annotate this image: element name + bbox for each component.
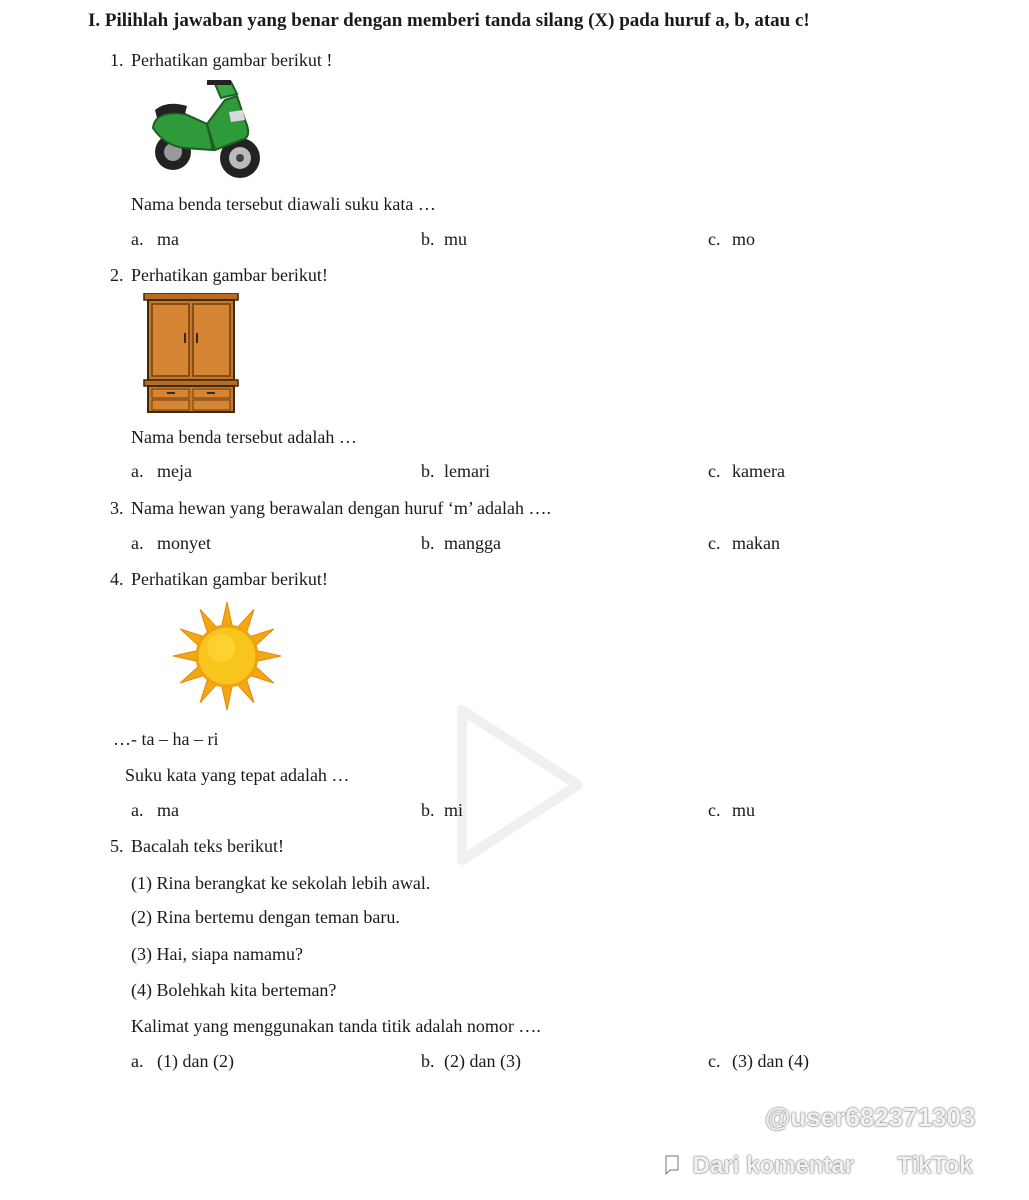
option-text[interactable]: mu	[444, 229, 468, 249]
sun-ray	[173, 651, 198, 662]
option-text[interactable]: mi	[444, 800, 464, 820]
option-text[interactable]: mu	[732, 800, 756, 820]
question-text: Suku kata yang tepat adalah …	[125, 765, 350, 785]
question-prompt: Perhatikan gambar berikut!	[131, 569, 328, 589]
option-text[interactable]: lemari	[444, 461, 490, 481]
option-letter[interactable]: c.	[708, 533, 721, 553]
option-letter[interactable]: a.	[131, 533, 144, 553]
question-text: Nama benda tersebut diawali suku kata …	[131, 194, 436, 214]
sun-ray	[222, 686, 233, 711]
question-prompt: Perhatikan gambar berikut !	[131, 50, 333, 70]
option-text[interactable]: ma	[157, 800, 179, 820]
sentence-2: (2) Rina bertemu dengan teman baru.	[131, 907, 400, 927]
play-icon[interactable]	[450, 700, 590, 870]
option-text[interactable]: ma	[157, 229, 179, 249]
option-letter[interactable]: c.	[708, 800, 721, 820]
sentence-4: (4) Bolehkah kita berteman?	[131, 980, 337, 1000]
question-number: 5.	[110, 836, 124, 856]
option-letter[interactable]: b.	[421, 800, 435, 820]
question-number: 2.	[110, 265, 124, 285]
sun-ray	[257, 651, 282, 662]
sentence-1: (1) Rina berangkat ke sekolah lebih awal.	[131, 873, 431, 893]
watermark-caption: Dari komentar	[692, 1152, 855, 1179]
question-prompt: Nama hewan yang berawalan dengan huruf ‘m’ adalah ….	[131, 498, 551, 518]
question-number: 1.	[110, 50, 124, 70]
option-text[interactable]: (1) dan (2)	[157, 1051, 234, 1071]
comment-icon	[664, 1154, 682, 1176]
sun-ray	[222, 602, 233, 627]
instruction-heading: I. Pilihlah jawaban yang benar dengan memberi tanda silang (X) pada huruf a, b, atau c!	[88, 10, 810, 31]
tiktok-logo-icon	[865, 1151, 887, 1177]
scooter-icon	[145, 80, 265, 182]
option-text[interactable]: makan	[732, 533, 780, 553]
question-number: 3.	[110, 498, 124, 518]
option-text[interactable]: (2) dan (3)	[444, 1051, 521, 1071]
question-text: Kalimat yang menggunakan tanda titik adalah nomor ….	[131, 1016, 541, 1036]
option-text[interactable]: kamera	[732, 461, 785, 481]
option-letter[interactable]: a.	[131, 229, 144, 249]
wardrobe-icon	[142, 293, 240, 415]
watermark-footer	[664, 1151, 973, 1185]
option-letter[interactable]: b.	[421, 1051, 435, 1071]
watermark-username: @user682371303	[765, 1102, 976, 1132]
option-letter[interactable]: b.	[421, 533, 435, 553]
question-text: Nama benda tersebut adalah …	[131, 427, 357, 447]
sentence-3: (3) Hai, siapa namamu?	[131, 944, 303, 964]
question-prompt: Bacalah teks berikut!	[131, 836, 284, 856]
option-text[interactable]: mo	[732, 229, 756, 249]
option-letter[interactable]: b.	[421, 229, 435, 249]
question-prompt: Perhatikan gambar berikut!	[131, 265, 328, 285]
option-letter[interactable]: b.	[421, 461, 435, 481]
option-text[interactable]: (3) dan (4)	[732, 1051, 809, 1071]
option-text[interactable]: meja	[157, 461, 192, 481]
option-letter[interactable]: a.	[131, 1051, 144, 1071]
syllable-puzzle: …- ta – ha – ri	[113, 729, 219, 749]
option-letter[interactable]: a.	[131, 800, 144, 820]
question-number: 4.	[110, 569, 124, 589]
option-letter[interactable]: c.	[708, 229, 721, 249]
sun-icon	[170, 600, 284, 712]
option-letter[interactable]: a.	[131, 461, 144, 481]
option-text[interactable]: monyet	[157, 533, 211, 553]
option-letter[interactable]: c.	[708, 1051, 721, 1071]
option-letter[interactable]: c.	[708, 461, 721, 481]
option-text[interactable]: mangga	[444, 533, 501, 553]
watermark-brand: TikTok	[897, 1152, 973, 1179]
